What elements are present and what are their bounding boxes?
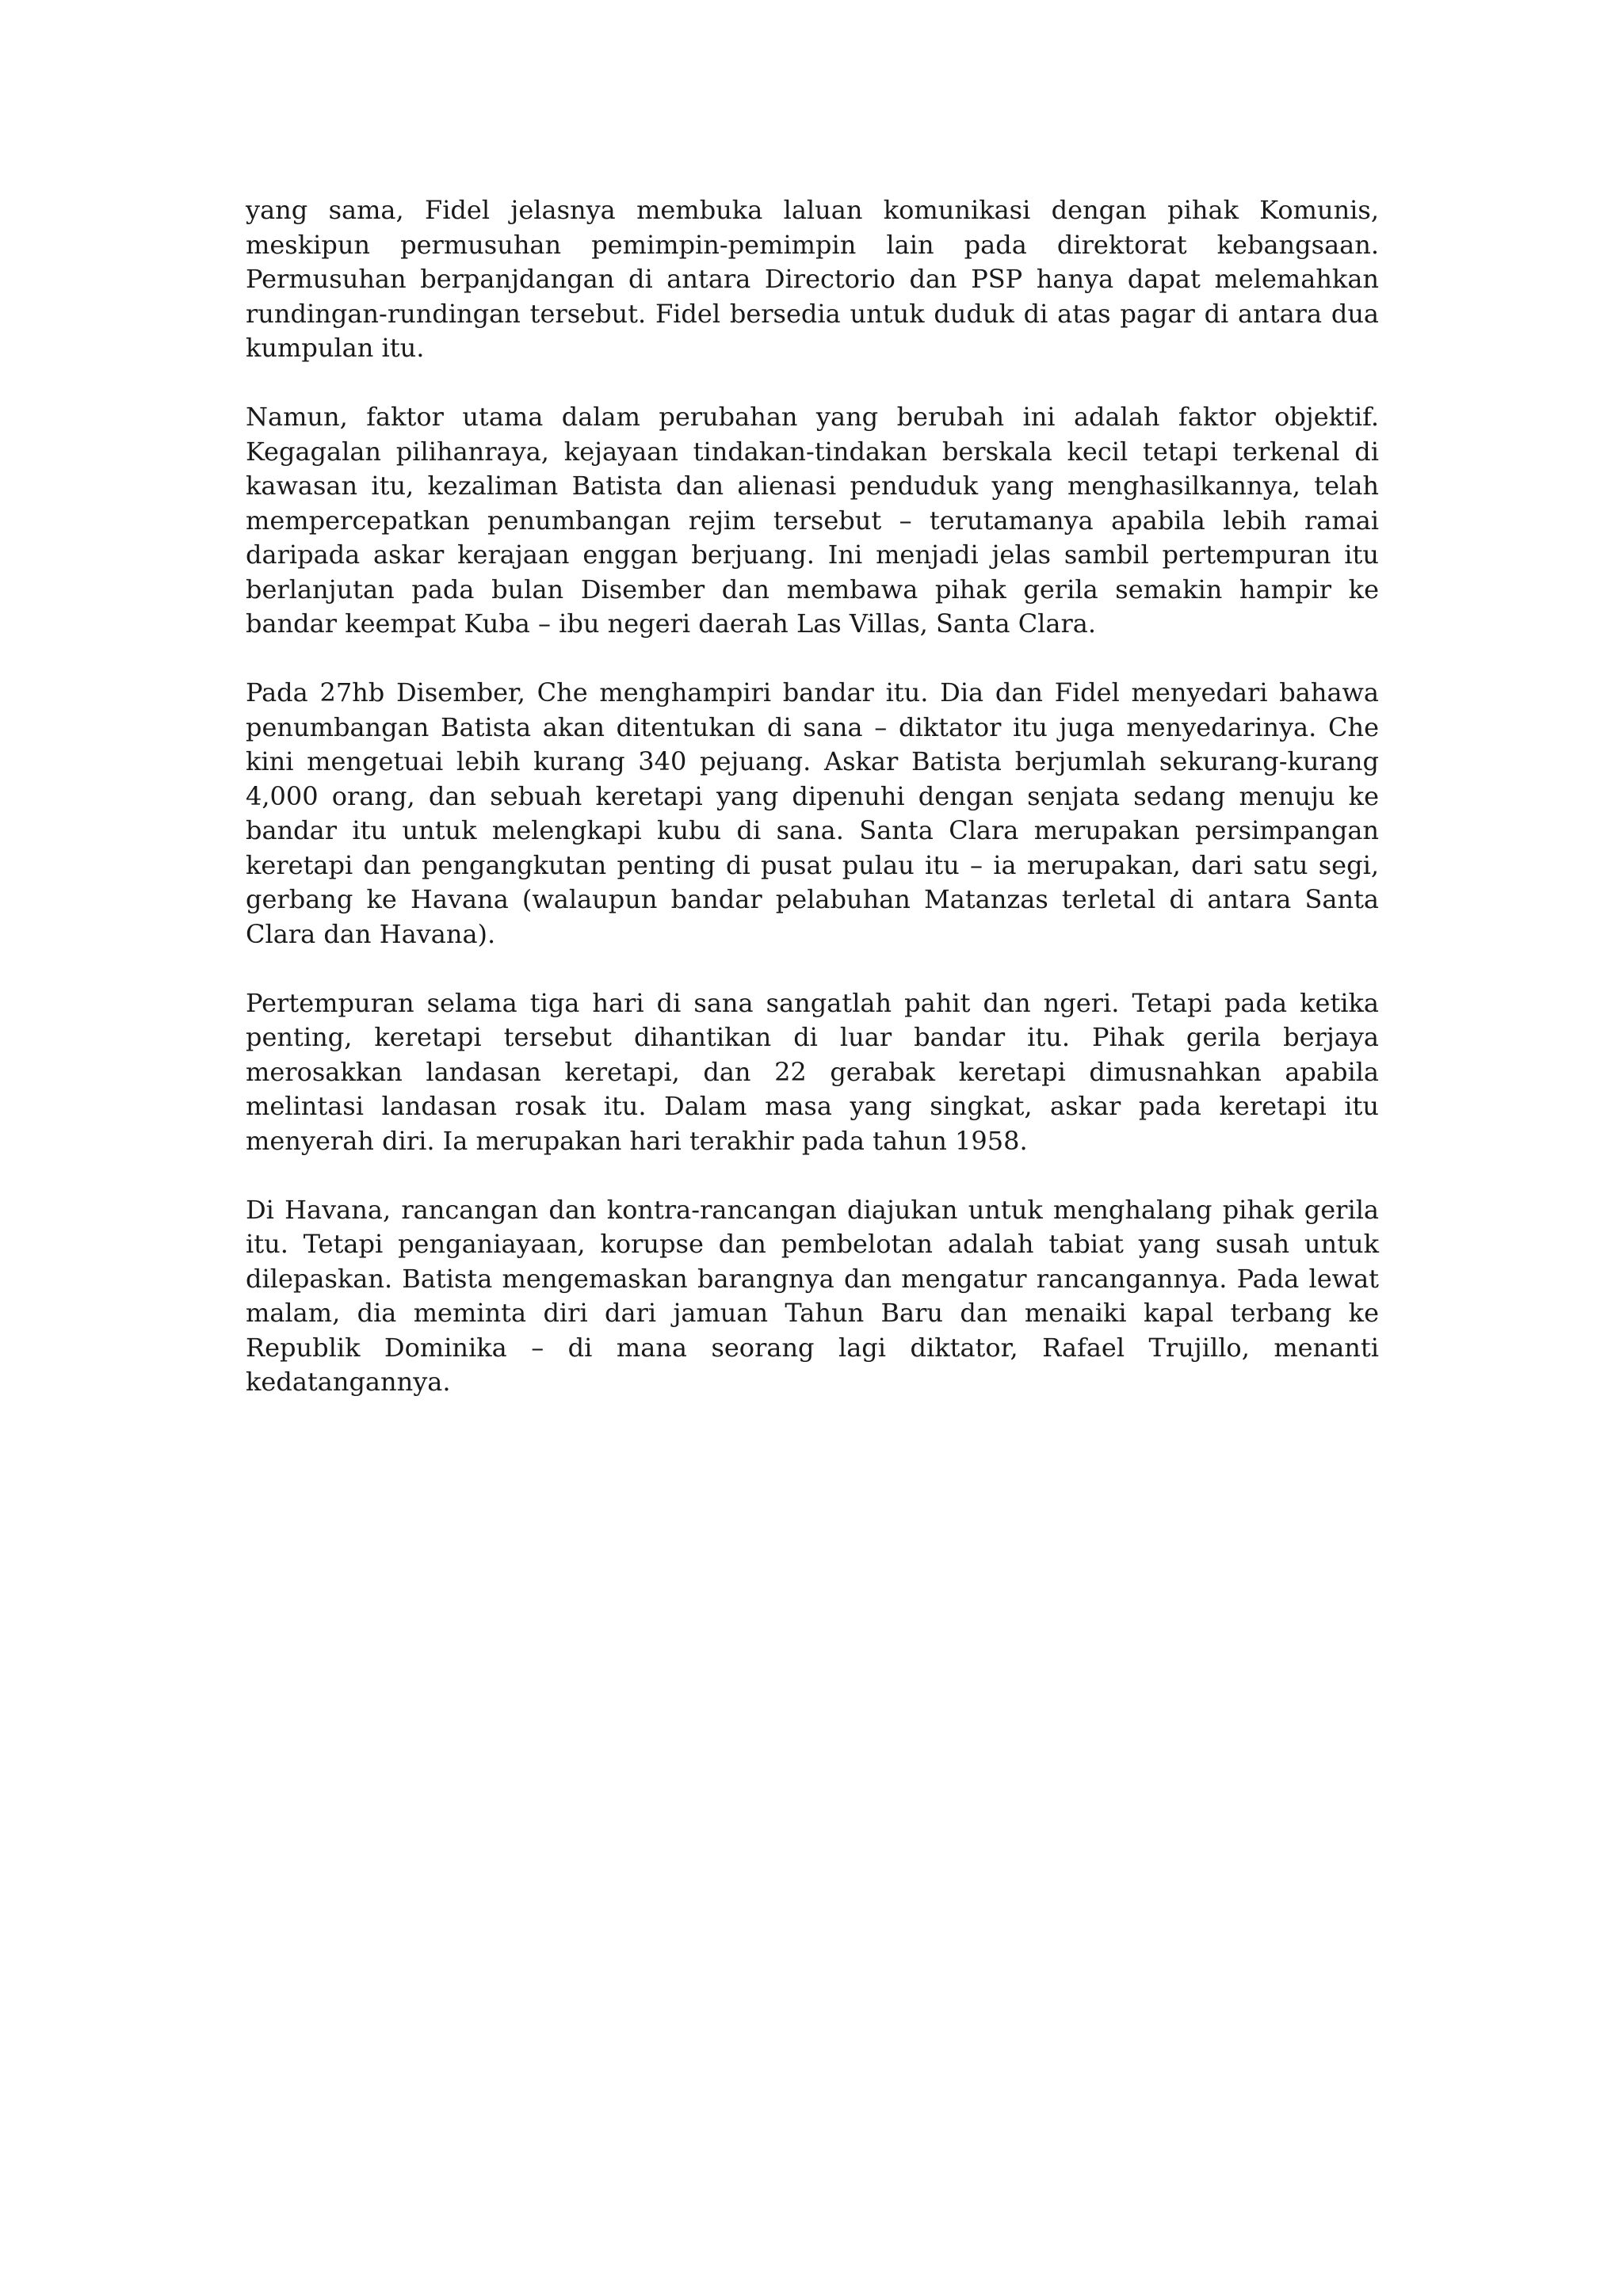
paragraph-3: Pada 27hb Disember, Che menghampiri bandar itu. Dia dan Fidel menyedari bahawa penumbangan Batista akan ditentukan di sana – diktator itu juga menyedarinya. Che kini mengetuai lebih kurang 340 pejuang. Askar Batista berjumlah sekurang-kurang 4,000 orang, dan sebuah keretapi yang dipenuhi dengan senjata sedang menuju ke bandar itu untuk melengkapi kubu di sana. Santa Clara merupakan persimpangan keretapi dan pengangkutan penting di pusat pulau itu – ia merupakan, dari satu segi, gerbang ke Havana (walaupun bandar pelabuhan Matanzas terletal di antara Santa Clara dan Havana). [246,677,1379,949]
paragraph-4: Pertempuran selama tiga hari di sana sangatlah pahit dan ngeri. Tetapi pada ketika penting, keretapi tersebut dihantikan di luar bandar itu. Pihak gerila berjaya merosakkan landasan keretapi, dan 22 gerabak keretapi dimusnahkan apabila melintasi landasan rosak itu. Dalam masa yang singkat, askar pada keretapi itu menyerah diri. Ia merupakan hari terakhir pada tahun 1958. [246,987,1379,1156]
body-text [246,193,1379,1434]
paragraph-5: Di Havana, rancangan dan kontra-rancangan diajukan untuk menghalang pihak gerila itu. Tetapi penganiayaan, korupse dan pembelotan adalah tabiat yang susah untuk dilepaskan. Batista mengemaskan barangnya dan mengatur rancangannya. Pada lewat malam, dia meminta diri dari jamuan Tahun Baru dan menaiki kapal terbang ke Republik Dominika – di mana seorang lagi diktator, Rafael Trujillo, menanti kedatangannya. [246,1194,1379,1397]
paragraph-2: Namun, faktor utama dalam perubahan yang berubah ini adalah faktor objektif. Kegagalan pilihanraya, kejayaan tindakan-tindakan berskala kecil tetapi terkenal di kawasan itu, kezaliman Batista dan alienasi penduduk yang menghasilkannya, telah mempercepatkan penumbangan rejim tersebut – terutamanya apabila lebih ramai daripada askar kerajaan enggan berjuang. Ini menjadi jelas sambil pertempuran itu berlanjutan pada bulan Disember dan membawa pihak gerila semakin hampir ke bandar keempat Kuba – ibu negeri daerah Las Villas, Santa Clara. [246,402,1379,639]
paragraph-1: yang sama, Fidel jelasnya membuka laluan komunikasi dengan pihak Komunis, meskipun permusuhan pemimpin-pemimpin lain pada direktorat kebangsaan. Permusuhan berpanjdangan di antara Directorio dan PSP hanya dapat melemahkan rundingan-rundingan tersebut. Fidel bersedia untuk duduk di atas pagar di antara dua kumpulan itu. [246,195,1379,363]
